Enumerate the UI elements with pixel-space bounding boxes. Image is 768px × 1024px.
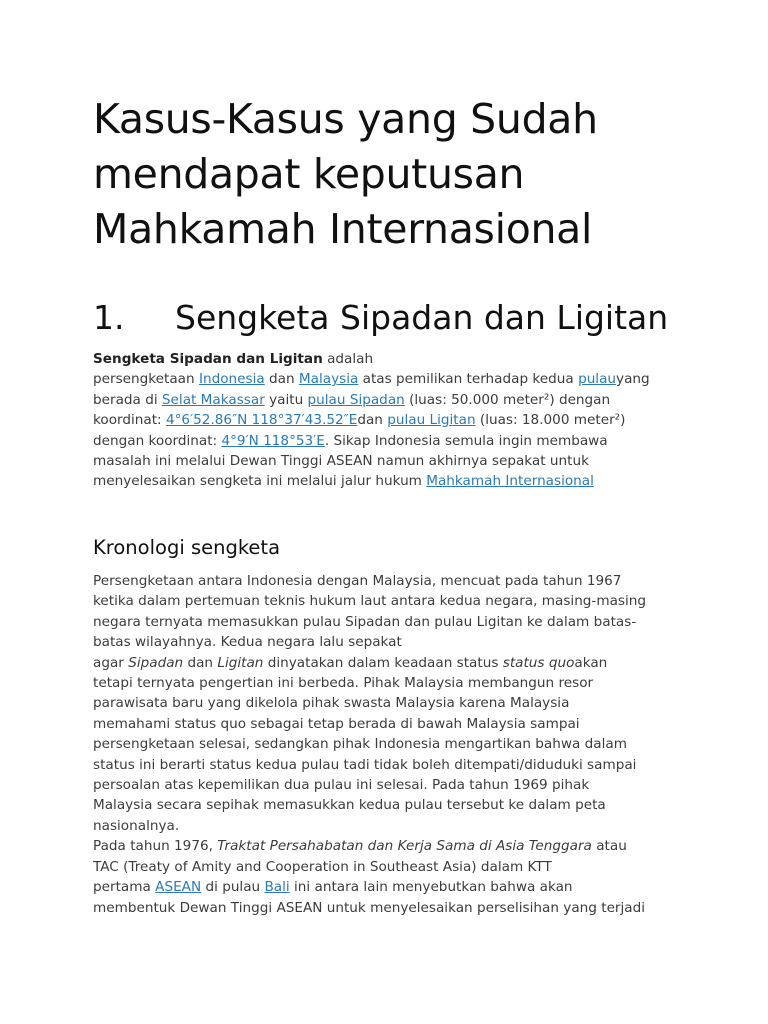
italic-term: status quo	[502, 654, 575, 671]
text-run: berada di	[93, 391, 162, 408]
bold-term: Sengketa Sipadan dan Ligitan	[93, 351, 323, 367]
text-line: status ini berarti status kedua pulau tadi tidak boleh ditempati/diduduki sampai	[93, 756, 637, 773]
text-line: masalah ini melalui Dewan Tinggi ASEAN namun akhirnya sepakat untuk	[93, 453, 589, 470]
text-line: tetapi ternyata pengertian ini berbeda. Pihak Malaysia membangun resor	[93, 675, 594, 692]
intro-paragraph	[93, 349, 693, 492]
text-line: persengketaan selesai, sedangkan pihak Indonesia mengartikan bahwa dalam	[93, 736, 627, 753]
title-line: Kasus-Kasus yang Sudah	[93, 95, 598, 143]
italic-term: Ligitan	[217, 654, 264, 671]
text-line: negara ternyata memasukkan pulau Sipadan dan pulau Ligitan ke dalam batas-	[93, 613, 637, 630]
text-line: ketika dalam pertemuan teknis hukum laut antara kedua negara, masing-masing	[93, 593, 647, 610]
text-run: ini antara lain menyebutkan bahwa akan	[289, 879, 573, 896]
text-run: menyelesaikan sengketa ini melalui jalur hukum	[93, 473, 427, 490]
text-line: TAC (Treaty of Amity and Cooperation in Southeast Asia) dalam KTT	[93, 858, 552, 875]
text-run: pertama	[93, 879, 156, 896]
text-run: di pulau	[201, 879, 265, 896]
text-line	[93, 836, 693, 856]
link-bali[interactable]: Bali	[264, 879, 290, 896]
title-line: Mahkamah Internasional	[93, 205, 593, 253]
text-line	[93, 410, 693, 430]
text-line	[93, 877, 693, 897]
italic-term: Sipadan	[128, 654, 184, 671]
text-run: dan	[264, 371, 299, 388]
text-line: parawisata baru yang dikelola pihak swasta Malaysia karena Malaysia	[93, 695, 570, 712]
text-line	[93, 653, 693, 673]
text-run: atau	[591, 838, 627, 855]
link-selat-makassar[interactable]: Selat Makassar	[161, 391, 265, 408]
section-title: Sengketa Sipadan dan Ligitan	[175, 298, 669, 337]
kronologi-paragraph	[93, 571, 693, 918]
text-run: Pada tahun 1976,	[93, 838, 218, 855]
text-line	[93, 369, 693, 389]
text-run: yang	[616, 371, 650, 388]
text-line: nasionalnya.	[93, 817, 180, 834]
section-heading	[93, 294, 733, 342]
text-run: atas pemilikan terhadap kedua	[358, 371, 579, 388]
link-malaysia[interactable]: Malaysia	[298, 371, 359, 388]
text-line	[93, 471, 693, 491]
text-run: . Sikap Indonesia semula ingin membawa	[324, 432, 608, 449]
text-run: akan	[574, 654, 608, 671]
link-asean[interactable]: ASEAN	[155, 879, 202, 896]
text-run: dengan koordinat:	[93, 432, 222, 449]
subsection-heading: Kronologi sengketa	[93, 536, 281, 559]
link-pulau-sipadan[interactable]: pulau Sipadan	[307, 391, 405, 408]
link-mahkamah-internasional[interactable]: Mahkamah Internasional	[426, 473, 594, 490]
text-run: agar	[93, 654, 129, 671]
link-coordinates-ligitan[interactable]: 4°9′N 118°53′E	[221, 432, 325, 449]
text-line: Malaysia secara sepihak memasukkan kedua pulau tersebut ke dalam peta	[93, 797, 606, 814]
text-run: adalah	[322, 351, 374, 367]
link-pulau-ligitan[interactable]: pulau Ligitan	[387, 412, 476, 429]
page-title	[93, 92, 713, 257]
text-line	[93, 349, 693, 369]
text-line: persoalan atas kepemilikan dua pulau ini selesai. Pada tahun 1969 pihak	[93, 777, 590, 794]
text-run: (luas: 18.000 meter²)	[475, 412, 626, 429]
text-line: membentuk Dewan Tinggi ASEAN untuk menyelesaikan perselisihan yang terjadi	[93, 899, 646, 916]
text-line	[93, 431, 693, 451]
text-run: dinyatakan dalam keadaan status	[263, 654, 503, 671]
title-line: mendapat keputusan	[93, 150, 525, 198]
section-number: 1.	[93, 298, 125, 337]
text-run: dan	[357, 412, 388, 429]
text-run: yaitu	[264, 391, 308, 408]
link-coordinates-sipadan[interactable]: 4°6′52.86″N 118°37′43.52″E	[165, 412, 358, 429]
text-run: persengketaan	[93, 371, 199, 388]
text-run: dan	[183, 654, 218, 671]
text-line: batas wilayahnya. Kedua negara lalu sepakat	[93, 634, 402, 651]
link-pulau[interactable]: pulau	[578, 371, 617, 388]
text-run: koordinat:	[93, 412, 166, 429]
text-line: memahami status quo sebagai tetap berada di bawah Malaysia sampai	[93, 715, 580, 732]
text-run: (luas: 50.000 meter²) dengan	[404, 391, 611, 408]
link-indonesia[interactable]: Indonesia	[198, 371, 265, 388]
text-line	[93, 390, 693, 410]
italic-term: Traktat Persahabatan dan Kerja Sama di Asia Tenggara	[217, 838, 592, 855]
text-line: Persengketaan antara Indonesia dengan Malaysia, mencuat pada tahun 1967	[93, 573, 622, 589]
